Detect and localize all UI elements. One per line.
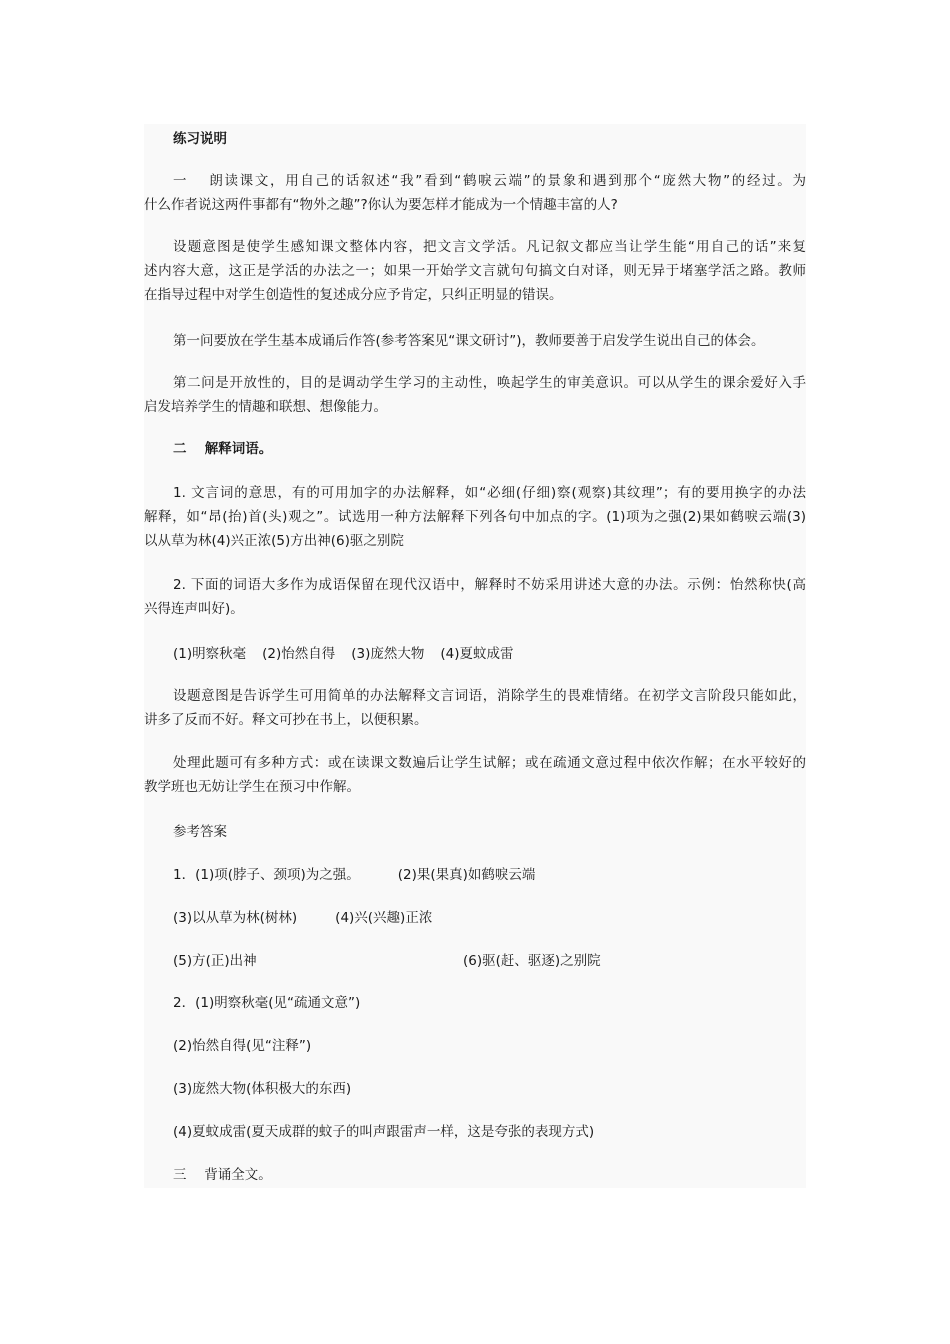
item-2-paragraph [144, 573, 806, 621]
item-2-line-1: 2. 下面的词语大多作为成语保留在现代汉语中，解释时不妨采用讲述大意的办法。示例：怡然称快(高 [173, 577, 806, 593]
design-intent-1-line-1: 设题意图是使学生感知课文整体内容，把文言文学活。凡记叙文都应当让学生能“用自己的话”来复 [173, 239, 806, 255]
answer-item: (2)果(果真)如鹤唳云端 [397, 867, 536, 883]
item-1-line-2: 解释，如“昂(抬)首(头)观之”。试选用一种方法解释下列各句中加点的字。(1)项为之强(2)果如鹤唳云端(3) [144, 509, 806, 525]
method-paragraph [144, 751, 806, 799]
answer-item: (3)以从草为林(树林) [173, 910, 298, 926]
answer-row-3 [144, 949, 806, 973]
second-question-note-line-2: 启发培养学生的情趣和联想、想像能力。 [144, 399, 387, 415]
method-line-1: 处理此题可有多种方式：或在读课文数遍后让学生试解；或在疏通文意过程中依次作解；在水平较好的 [173, 755, 806, 771]
answer-2-item-4: (4)夏蚊成雷(夏天成群的蚊子的叫声跟雷声一样，这是夸张的表现方式) [173, 1124, 595, 1140]
idiom-list [144, 642, 806, 666]
idiom-item: (2)怡然自得 [262, 646, 336, 662]
design-intent-2-line-1: 设题意图是告诉学生可用简单的办法解释文言词语，消除学生的畏难情绪。在初学文言阶段只能如此， [173, 688, 806, 704]
question-2-heading: 二 解释词语。 [173, 441, 273, 457]
method-line-2: 教学班也无妨让学生在预习中作解。 [144, 779, 360, 795]
answer-row-1 [144, 863, 806, 887]
item-1-paragraph [144, 481, 806, 553]
answer-item: 1．(1)项(脖子、颈项)为之强。 [173, 867, 360, 883]
item-2-line-2: 兴得连声叫好)。 [144, 601, 244, 617]
item-1-line-1: 1. 文言词的意思，有的可用加字的办法解释，如“必细(仔细)察(观察)其纹理”；有的要用换字的办法 [173, 485, 806, 501]
design-intent-2-line-2: 讲多了反而不好。释文可抄在书上，以便积累。 [144, 712, 428, 728]
idiom-item: (4)夏蚊成雷 [440, 646, 514, 662]
first-question-note: 第一问要放在学生基本成诵后作答(参考答案见“课文研讨”)，教师要善于启发学生说出自己的体会。 [173, 333, 765, 349]
answer-heading: 参考答案 [173, 824, 227, 840]
question-3: 三 背诵全文。 [173, 1167, 272, 1183]
design-intent-1-line-2: 述内容大意，这正是学活的办法之一；如果一开始学文言就句句搞文白对译，则无异于堵塞学活之路。教师 [144, 263, 806, 279]
design-intent-paragraph-2 [144, 684, 806, 732]
answer-item: (5)方(正)出神 [173, 953, 257, 969]
answer-item: (6)驱(赶、驱逐)之别院 [463, 953, 601, 969]
section-heading: 练习说明 [173, 131, 227, 147]
item-1-line-3: 以从草为林(4)兴正浓(5)方出神(6)驱之别院 [144, 533, 404, 549]
answer-item: (4)兴(兴趣)正浓 [335, 910, 433, 926]
question-1 [144, 169, 806, 217]
question-1-line-2: 什么作者说这两件事都有“物外之趣”?你认为要怎样才能成为一个情趣丰富的人? [144, 197, 618, 213]
answer-row-2 [144, 906, 806, 930]
idiom-item: (1)明察秋毫 [173, 646, 247, 662]
answer-2-item-3: (3)庞然大物(体积极大的东西) [173, 1081, 352, 1097]
question-1-line-1: 一 朗读课文，用自己的话叙述“我”看到“鹤唳云端”的景象和遇到那个“庞然大物”的经过。为 [173, 173, 806, 189]
design-intent-1-line-3: 在指导过程中对学生创造性的复述成分应予肯定，只纠正明显的错误。 [144, 287, 563, 303]
second-question-note-line-1: 第二问是开放性的，目的是调动学生学习的主动性，唤起学生的审美意识。可以从学生的课余爱好入手 [173, 375, 806, 391]
answer-2-item-2: (2)怡然自得(见“注释”) [173, 1038, 312, 1054]
design-intent-paragraph-1 [144, 235, 806, 307]
document-page [144, 124, 806, 1188]
answer-2-item-1: 2．(1)明察秋毫(见“疏通文意”) [173, 995, 361, 1011]
idiom-item: (3)庞然大物 [351, 646, 425, 662]
second-question-note [144, 371, 806, 419]
